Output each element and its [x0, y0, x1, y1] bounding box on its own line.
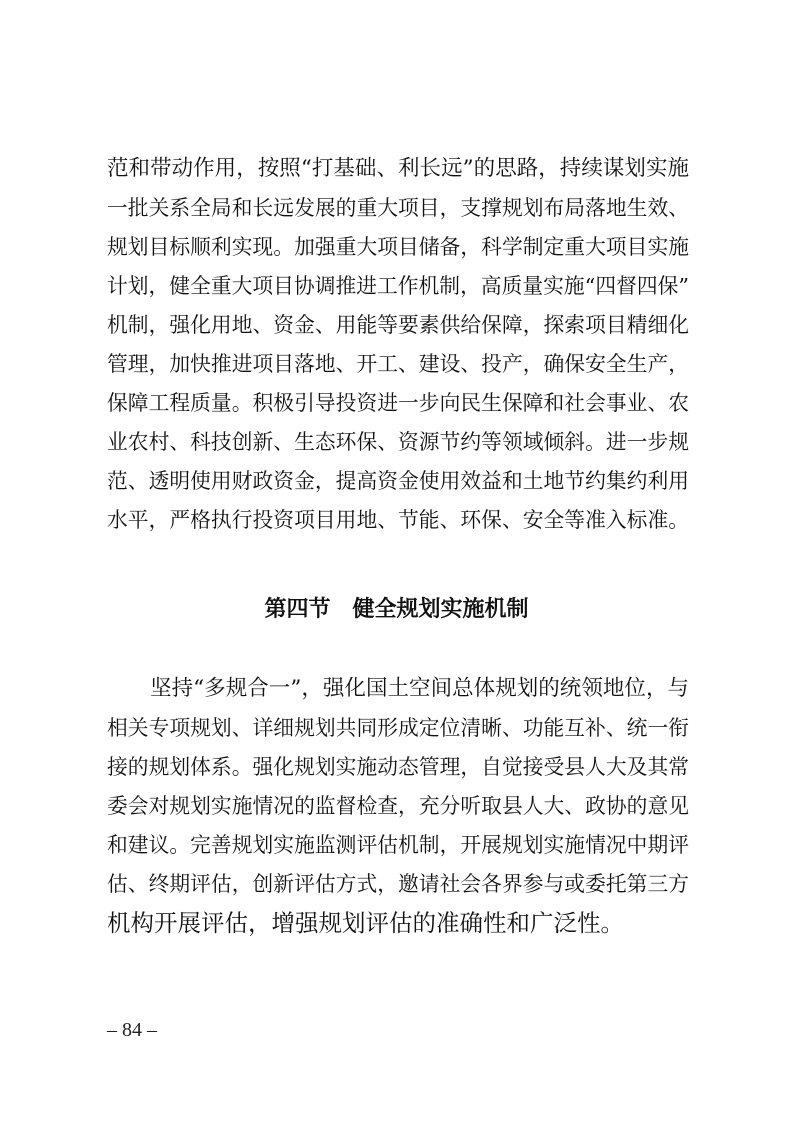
paragraph-1-line-4: 计划，健全重大项目协调推进工作机制，高质量实施“四督四保”	[107, 274, 689, 298]
paragraph-1-line-3: 规划目标顺利实现。加强重大项目储备，科学制定重大项目实施	[107, 235, 689, 259]
section-heading: 第四节 健全规划实施机制	[264, 597, 529, 622]
paragraph-2-line-5: 和建议。完善规划实施监测评估机制，开展规划实施情况中期评	[107, 833, 689, 857]
paragraph-2-line-2: 相关专项规划、详细规划共同形成定位清晰、功能互补、统一衔	[107, 716, 689, 740]
paragraph-1-line-6: 管理，加快推进项目落地、开工、建设、投产，确保安全生产，	[107, 352, 689, 376]
paragraph-2-line-3: 接的规划体系。强化规划实施动态管理，自觉接受县人大及其常	[107, 755, 689, 779]
paragraph-2-line-7: 机构开展评估，增强规划评估的准确性和广泛性。	[107, 909, 624, 937]
paragraph-2-line-1: 坚持“多规合一”，强化国土空间总体规划的统领地位，与	[107, 676, 689, 701]
paragraph-1-line-9: 范、透明使用财政资金，提高资金使用效益和土地节约集约利用	[107, 469, 689, 493]
paragraph-1-line-2: 一批关系全局和长远发展的重大项目，支撑规划布局落地生效、	[107, 196, 689, 220]
paragraph-1-line-5: 机制，强化用地、资金、用能等要素供给保障，探索项目精细化	[107, 313, 689, 337]
paragraph-2-line-6: 估、终期评估，创新评估方式，邀请社会各界参与或委托第三方	[107, 872, 689, 896]
page-number: – 84 –	[107, 1019, 157, 1041]
paragraph-1-line-7: 保障工程质量。积极引导投资进一步向民生保障和社会事业、农	[107, 391, 689, 415]
paragraph-2-line-4: 委会对规划实施情况的监督检查，充分听取县人大、政协的意见	[107, 794, 689, 818]
paragraph-1-line-8: 业农村、科技创新、生态环保、资源节约等领域倾斜。进一步规	[107, 430, 689, 454]
paragraph-1-line-1: 范和带动作用，按照“打基础、利长远”的思路，持续谋划实施	[107, 156, 689, 181]
paragraph-1-line-10: 水平，严格执行投资项目用地、节能、环保、安全等准入标准。	[107, 508, 689, 532]
